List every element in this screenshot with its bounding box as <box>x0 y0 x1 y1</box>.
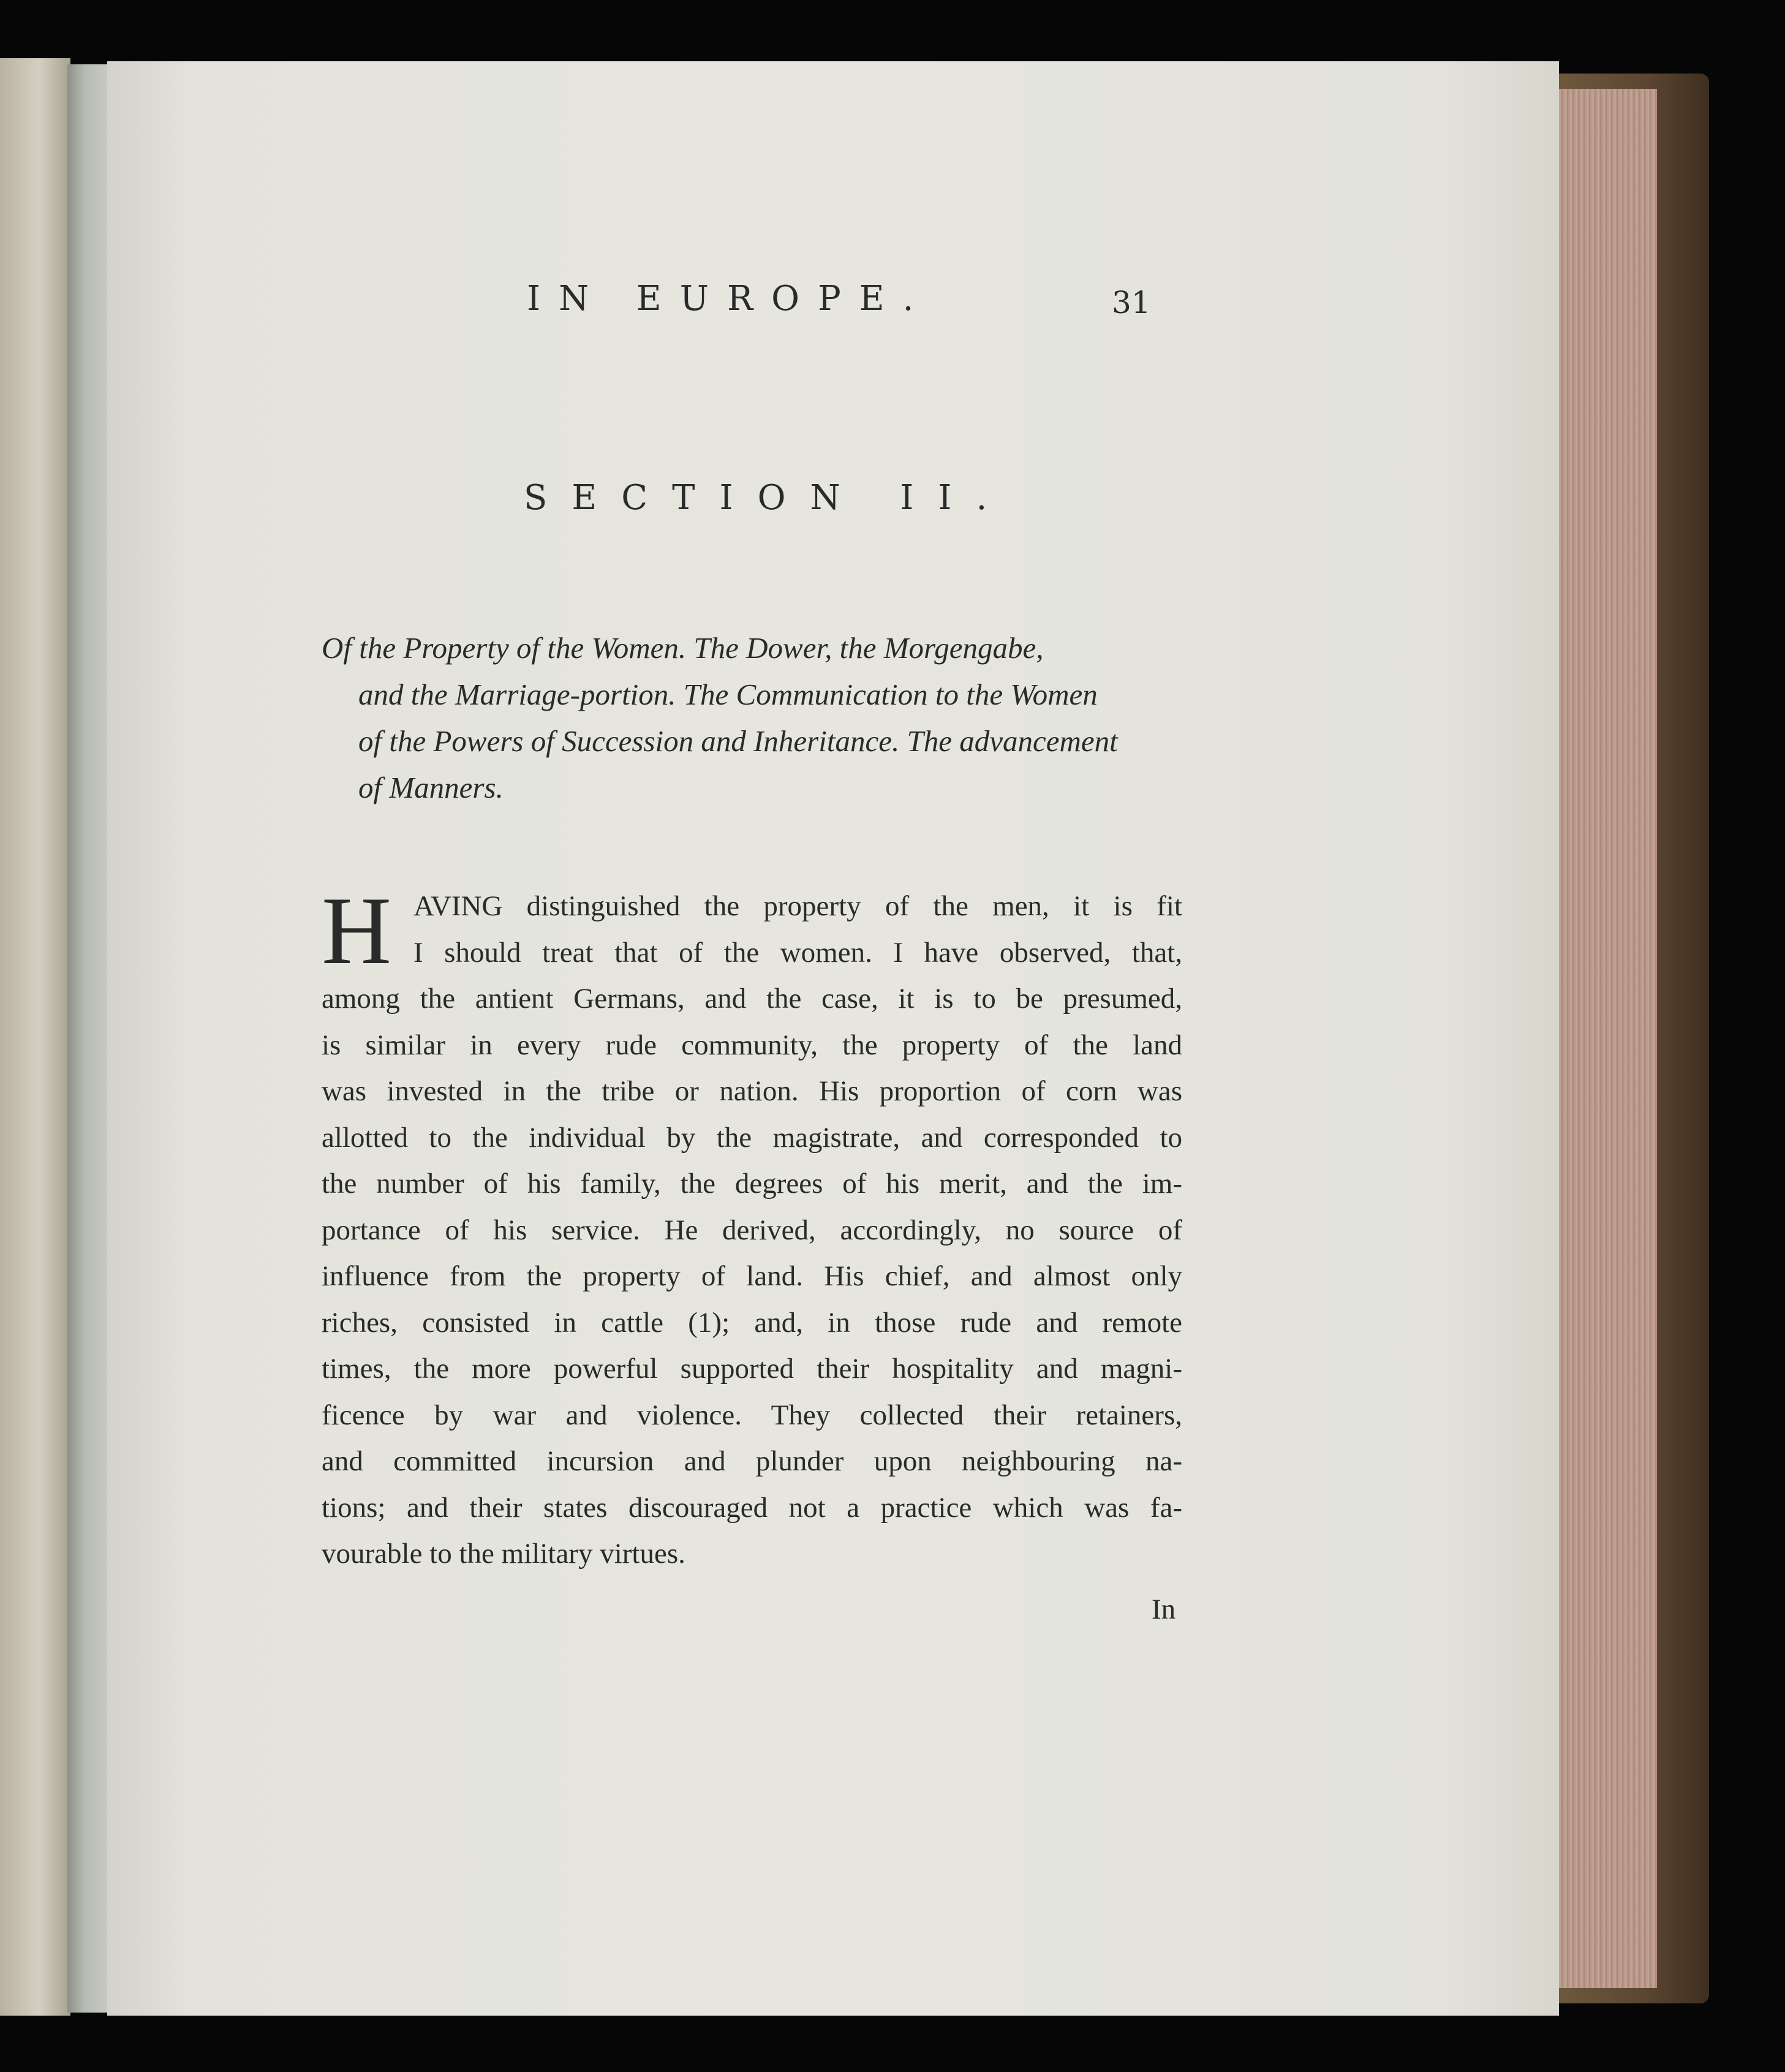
page-number: 31 <box>1112 285 1151 320</box>
body-line: times, the more powerful supported their hospitality and magni- <box>322 1353 1182 1385</box>
drop-cap: H <box>322 877 392 985</box>
section-title: SECTION II. <box>524 478 1012 518</box>
page-block-edge <box>1553 89 1657 1988</box>
left-page-edge <box>0 58 70 2016</box>
body-line: AVING distinguished the property of the men, it is fit <box>413 890 1182 922</box>
body-line: vourable to the military virtues. <box>322 1538 685 1570</box>
body-line: was invested in the tribe or nation. His proportion of corn was <box>322 1075 1182 1107</box>
gutter-shadow <box>67 64 110 2013</box>
summary-line: of Manners. <box>358 771 504 804</box>
section-summary <box>322 625 1179 811</box>
body-line: and committed incursion and plunder upon neighbouring na- <box>322 1445 1182 1477</box>
body-line: portance of his service. He derived, accordingly, no source of <box>322 1214 1182 1246</box>
body-line: ficence by war and violence. They collected their retainers, <box>322 1399 1182 1431</box>
body-line: the number of his family, the degrees of his merit, and the im- <box>322 1168 1182 1200</box>
summary-line: of the Powers of Succession and Inheritance. The advancement <box>358 724 1118 758</box>
body-line: influence from the property of land. His chief, and almost only <box>322 1260 1182 1292</box>
body-line: riches, consisted in cattle (1); and, in those rude and remote <box>322 1306 1182 1339</box>
body-line: allotted to the individual by the magistrate, and corresponded to <box>322 1121 1182 1154</box>
body-line: among the antient Germans, and the case, it is to be presumed, <box>322 983 1182 1015</box>
running-head: IN EUROPE. <box>527 279 932 319</box>
catchword: In <box>1152 1594 1176 1625</box>
body-line: I should treat that of the women. I have observed, that, <box>413 936 1182 969</box>
body-line: tions; and their states discouraged not a practice which was fa- <box>322 1491 1182 1524</box>
summary-line: Of the Property of the Women. The Dower, the Morgengabe, <box>322 631 1044 665</box>
summary-line: and the Marriage-portion. The Communication to the Women <box>358 678 1098 711</box>
body-paragraph <box>322 877 1182 1578</box>
body-line: is similar in every rude community, the property of the land <box>322 1029 1182 1061</box>
